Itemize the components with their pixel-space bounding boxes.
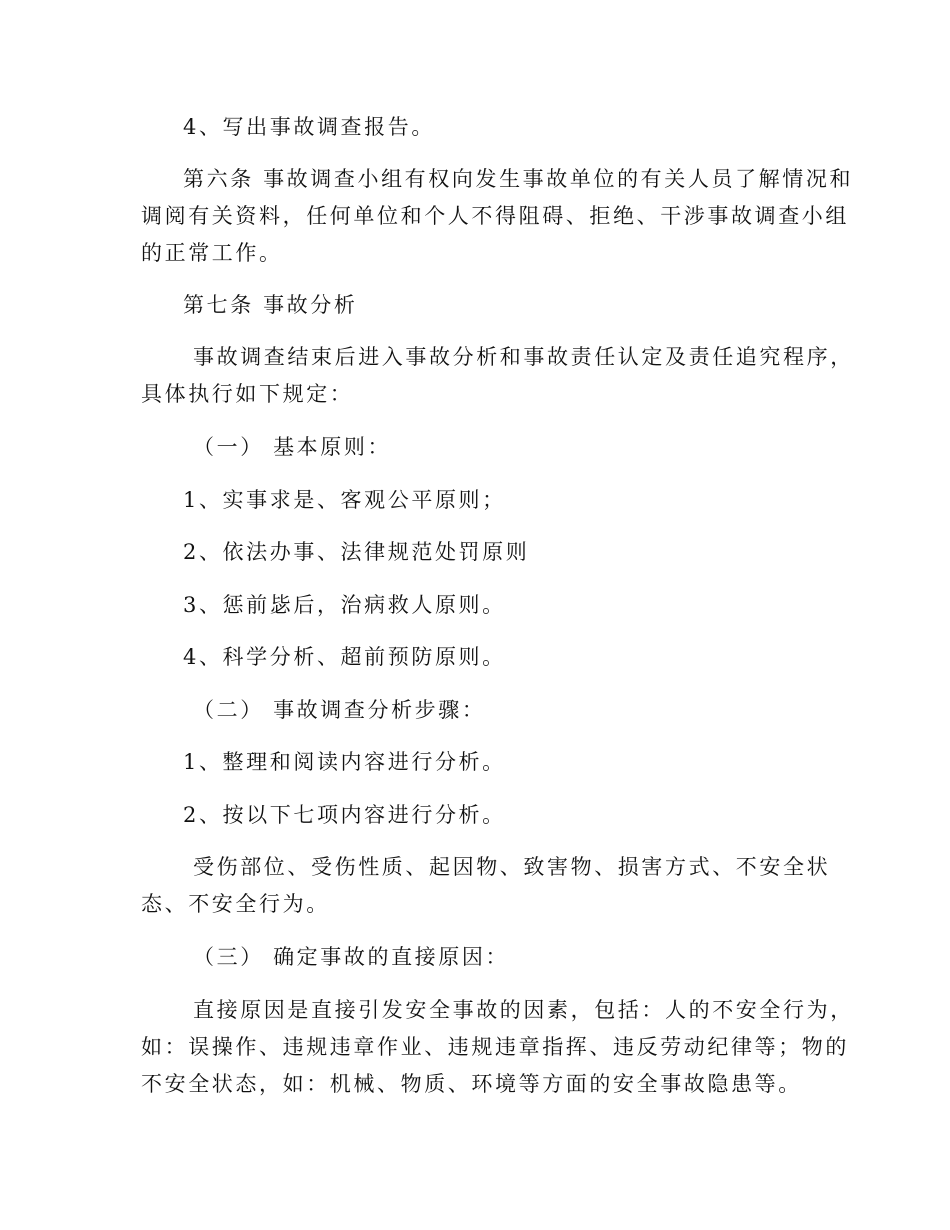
paragraph-line: 4、写出事故调查报告。 [183, 115, 435, 139]
section-heading: （一） 基本原则： [193, 435, 392, 459]
article-heading: 第七条 事故分析 [183, 293, 358, 317]
paragraph-line: 第六条 事故调查小组有权向发生事故单位的有关人员了解情况和 [183, 167, 854, 191]
paragraph-line: 不安全状态，如：机械、物质、环境等方面的安全事故隐患等。 [141, 1072, 802, 1096]
section-heading: （三） 确定事故的直接原因： [193, 945, 510, 969]
list-item: 2、依法办事、法律规范处罚原则 [183, 540, 530, 564]
paragraph-line: 的正常工作。 [141, 241, 283, 265]
list-item: 1、实事求是、客观公平原则； [183, 488, 506, 512]
paragraph-line: 直接原因是直接引发安全事故的因素，包括：人的不安全行为， [193, 998, 854, 1022]
list-item: 4、科学分析、超前预防原则。 [183, 645, 506, 669]
section-heading: （二） 事故调查分析步骤： [193, 698, 486, 722]
list-item: 1、整理和阅读内容进行分析。 [183, 750, 506, 774]
list-item: 2、按以下七项内容进行分析。 [183, 803, 506, 827]
paragraph-line: 具体执行如下规定： [141, 382, 354, 406]
paragraph-line: 态、不安全行为。 [141, 892, 330, 916]
paragraph-line: 调阅有关资料，任何单位和个人不得阻碍、拒绝、干涉事故调查小组 [141, 204, 849, 228]
list-item: 3、惩前毖后，治病救人原则。 [183, 593, 506, 617]
paragraph-line: 受伤部位、受伤性质、起因物、致害物、损害方式、不安全状 [193, 855, 831, 879]
paragraph-line: 事故调查结束后进入事故分析和事故责任认定及责任追究程序， [193, 345, 854, 369]
paragraph-line: 如：误操作、违规违章作业、违规违章指挥、违反劳动纪律等；物的 [141, 1035, 849, 1059]
